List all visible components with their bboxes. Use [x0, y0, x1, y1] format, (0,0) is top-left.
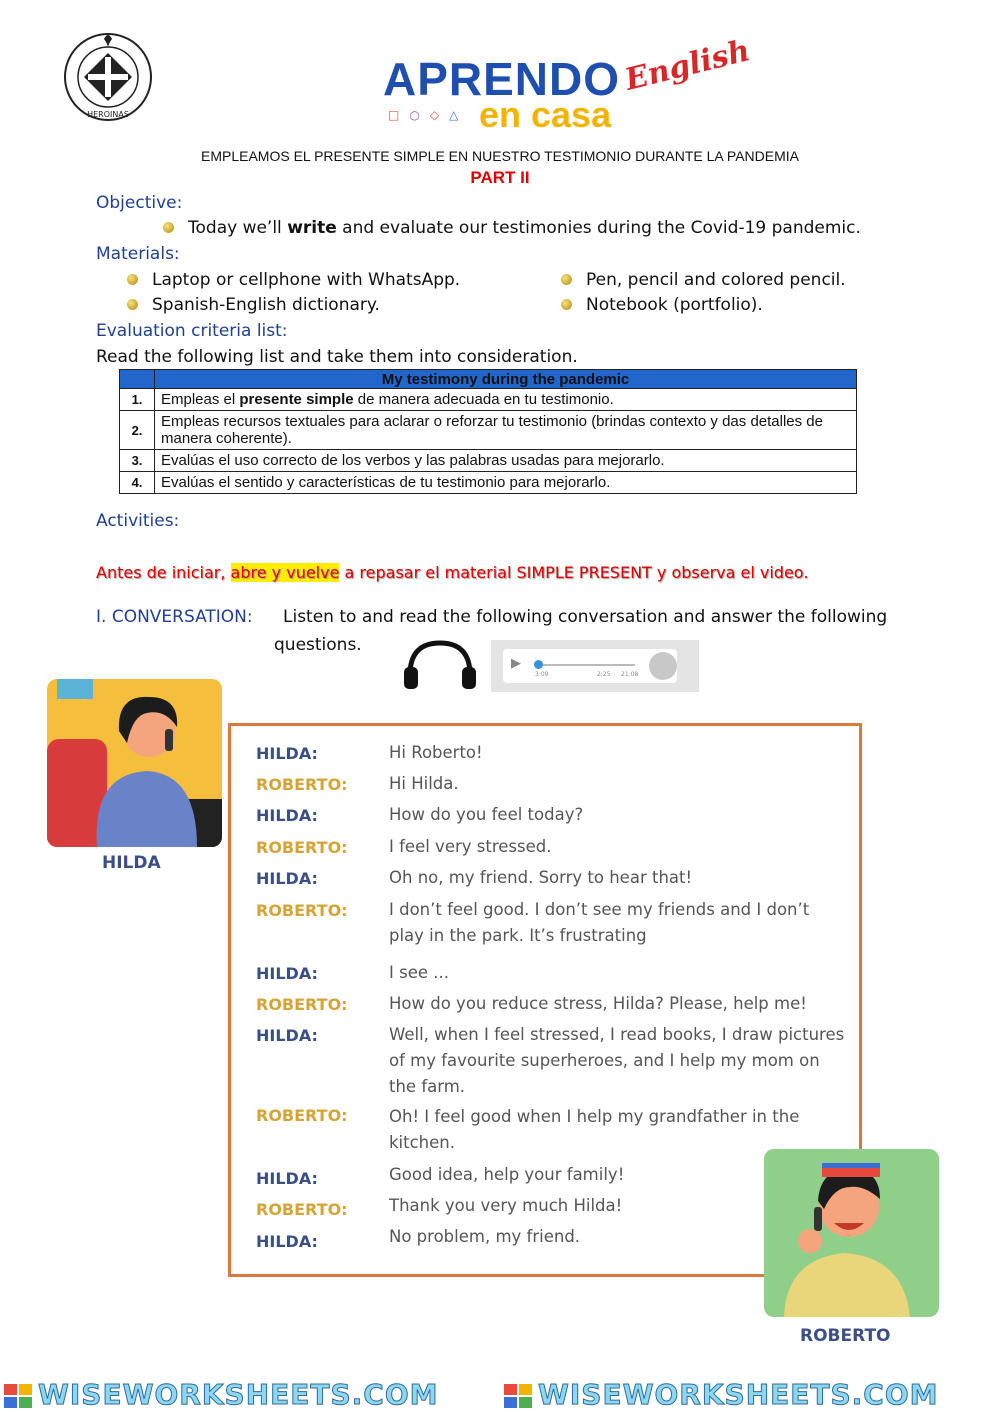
speaker-label: ROBERTO: [256, 901, 348, 920]
dialogue-line: How do you reduce stress, Hilda? Please, help me! [389, 994, 807, 1013]
audio-player[interactable] [491, 640, 699, 692]
footer-watermark [0, 1374, 1000, 1413]
speaker-label: ROBERTO: [256, 775, 348, 794]
part-title: PART II [470, 168, 530, 187]
character-name-roberto: ROBERTO [800, 1326, 891, 1346]
audio-time-end: 21:08 [621, 671, 639, 678]
conversation-instruction-cont: questions. [274, 635, 362, 655]
avatar [649, 652, 677, 680]
speaker-label: HILDA: [256, 1169, 318, 1188]
objective-text: Today we’ll write and evaluate our testimonies during the Covid-19 pandemic. [163, 218, 861, 238]
wise-logo-icon [504, 1384, 532, 1408]
activities-intro: Antes de iniciar, abre y vuelve a repasar el material SIMPLE PRESENT y observa el video. [96, 563, 809, 582]
objective-heading: Objective: [96, 193, 183, 213]
logo-english: English [621, 33, 754, 98]
dialogue-line: Thank you very much Hilda! [389, 1196, 623, 1215]
bullet-icon [561, 274, 572, 285]
material-item: Spanish-English dictionary. [127, 295, 380, 315]
watermark-text: WISEWORKSHEETS.COM [538, 1378, 939, 1411]
dialogue-line: Well, when I feel stressed, I read books, I draw pictures of my favourite superheroes, and I help my mom on the farm. [389, 1025, 845, 1096]
table-row: 1. Empleas el presente simple de manera adecuada en tu testimonio. [120, 389, 857, 411]
audio-scrubber[interactable] [534, 660, 543, 669]
speaker-label: HILDA: [256, 964, 318, 983]
play-icon[interactable]: ▶ [511, 656, 521, 671]
materials-heading: Materials: [96, 244, 180, 264]
criteria-table-header: My testimony during the pandemic [155, 370, 857, 389]
audio-time-mid: 2:25 [597, 671, 611, 678]
speaker-label: HILDA: [256, 869, 318, 888]
speaker-label: HILDA: [256, 1026, 318, 1045]
speaker-label: ROBERTO: [256, 1200, 348, 1219]
speaker-label: ROBERTO: [256, 995, 348, 1014]
roberto-illustration [764, 1149, 939, 1317]
worksheet-title: EMPLEAMOS EL PRESENTE SIMPLE EN NUESTRO TESTIMONIO DURANTE LA PANDEMIA [201, 148, 799, 164]
logo-shapes-icon: □○◇△ [388, 108, 469, 122]
dialogue-line: Good idea, help your family! [389, 1165, 625, 1184]
dialogue-line: No problem, my friend. [389, 1227, 581, 1246]
table-row: 4. Evalúas el sentido y características de tu testimonio para mejorarlo. [120, 472, 857, 494]
seal-text: HEROINAS [87, 110, 129, 119]
dialogue-line: Oh no, my friend. Sorry to hear that! [389, 868, 693, 887]
speaker-label: HILDA: [256, 806, 318, 825]
logo-aprendo: APRENDO [383, 53, 621, 105]
conversation-instruction: Listen to and read the following conversation and answer the following [283, 607, 888, 627]
dialogue-line: I don’t feel good. I don’t see my friends and I don’t play in the park. It’s frustrating [389, 900, 810, 945]
evaluation-intro: Read the following list and take them into consideration. [96, 347, 578, 367]
criteria-table [119, 369, 857, 494]
headphones-icon [402, 639, 478, 691]
evaluation-heading: Evaluation criteria list: [96, 321, 288, 341]
activities-heading: Activities: [96, 511, 180, 531]
audio-progress-track[interactable] [535, 664, 635, 666]
table-row: 2. Empleas recursos textuales para aclarar o reforzar tu testimonio (brindas contexto y das detalles de manera coherente). [120, 411, 857, 450]
watermark-text: WISEWORKSHEETS.COM [38, 1378, 439, 1411]
hilda-illustration [47, 679, 222, 847]
character-name-hilda: HILDA [102, 853, 161, 873]
wise-logo-icon [4, 1384, 32, 1408]
bullet-icon [127, 299, 138, 310]
bullet-icon [127, 274, 138, 285]
logo-en-casa: en casa [479, 94, 612, 135]
school-seal-logo [62, 31, 154, 123]
speaker-label: ROBERTO: [256, 1106, 348, 1125]
conversation-label: I. CONVERSATION: [96, 607, 253, 627]
speaker-label: HILDA: [256, 744, 318, 763]
bullet-icon [561, 299, 572, 310]
speaker-label: HILDA: [256, 1232, 318, 1251]
table-row: 3. Evalúas el uso correcto de los verbos y las palabras usadas para mejorarlo. [120, 450, 857, 472]
dialogue-line: I feel very stressed. [389, 837, 552, 856]
material-item: Pen, pencil and colored pencil. [561, 270, 846, 290]
dialogue-line: How do you feel today? [389, 805, 584, 824]
material-item: Laptop or cellphone with WhatsApp. [127, 270, 460, 290]
dialogue-line: Hi Roberto! [389, 743, 483, 762]
material-item: Notebook (portfolio). [561, 295, 763, 315]
dialogue-line: Oh! I feel good when I help my grandfather in the kitchen. [389, 1107, 800, 1152]
audio-time-current: 3:09 [535, 671, 549, 678]
dialogue-line: I see ... [389, 963, 449, 982]
speaker-label: ROBERTO: [256, 838, 348, 857]
dialogue-line: Hi Hilda. [389, 774, 459, 793]
bullet-icon [163, 222, 174, 233]
